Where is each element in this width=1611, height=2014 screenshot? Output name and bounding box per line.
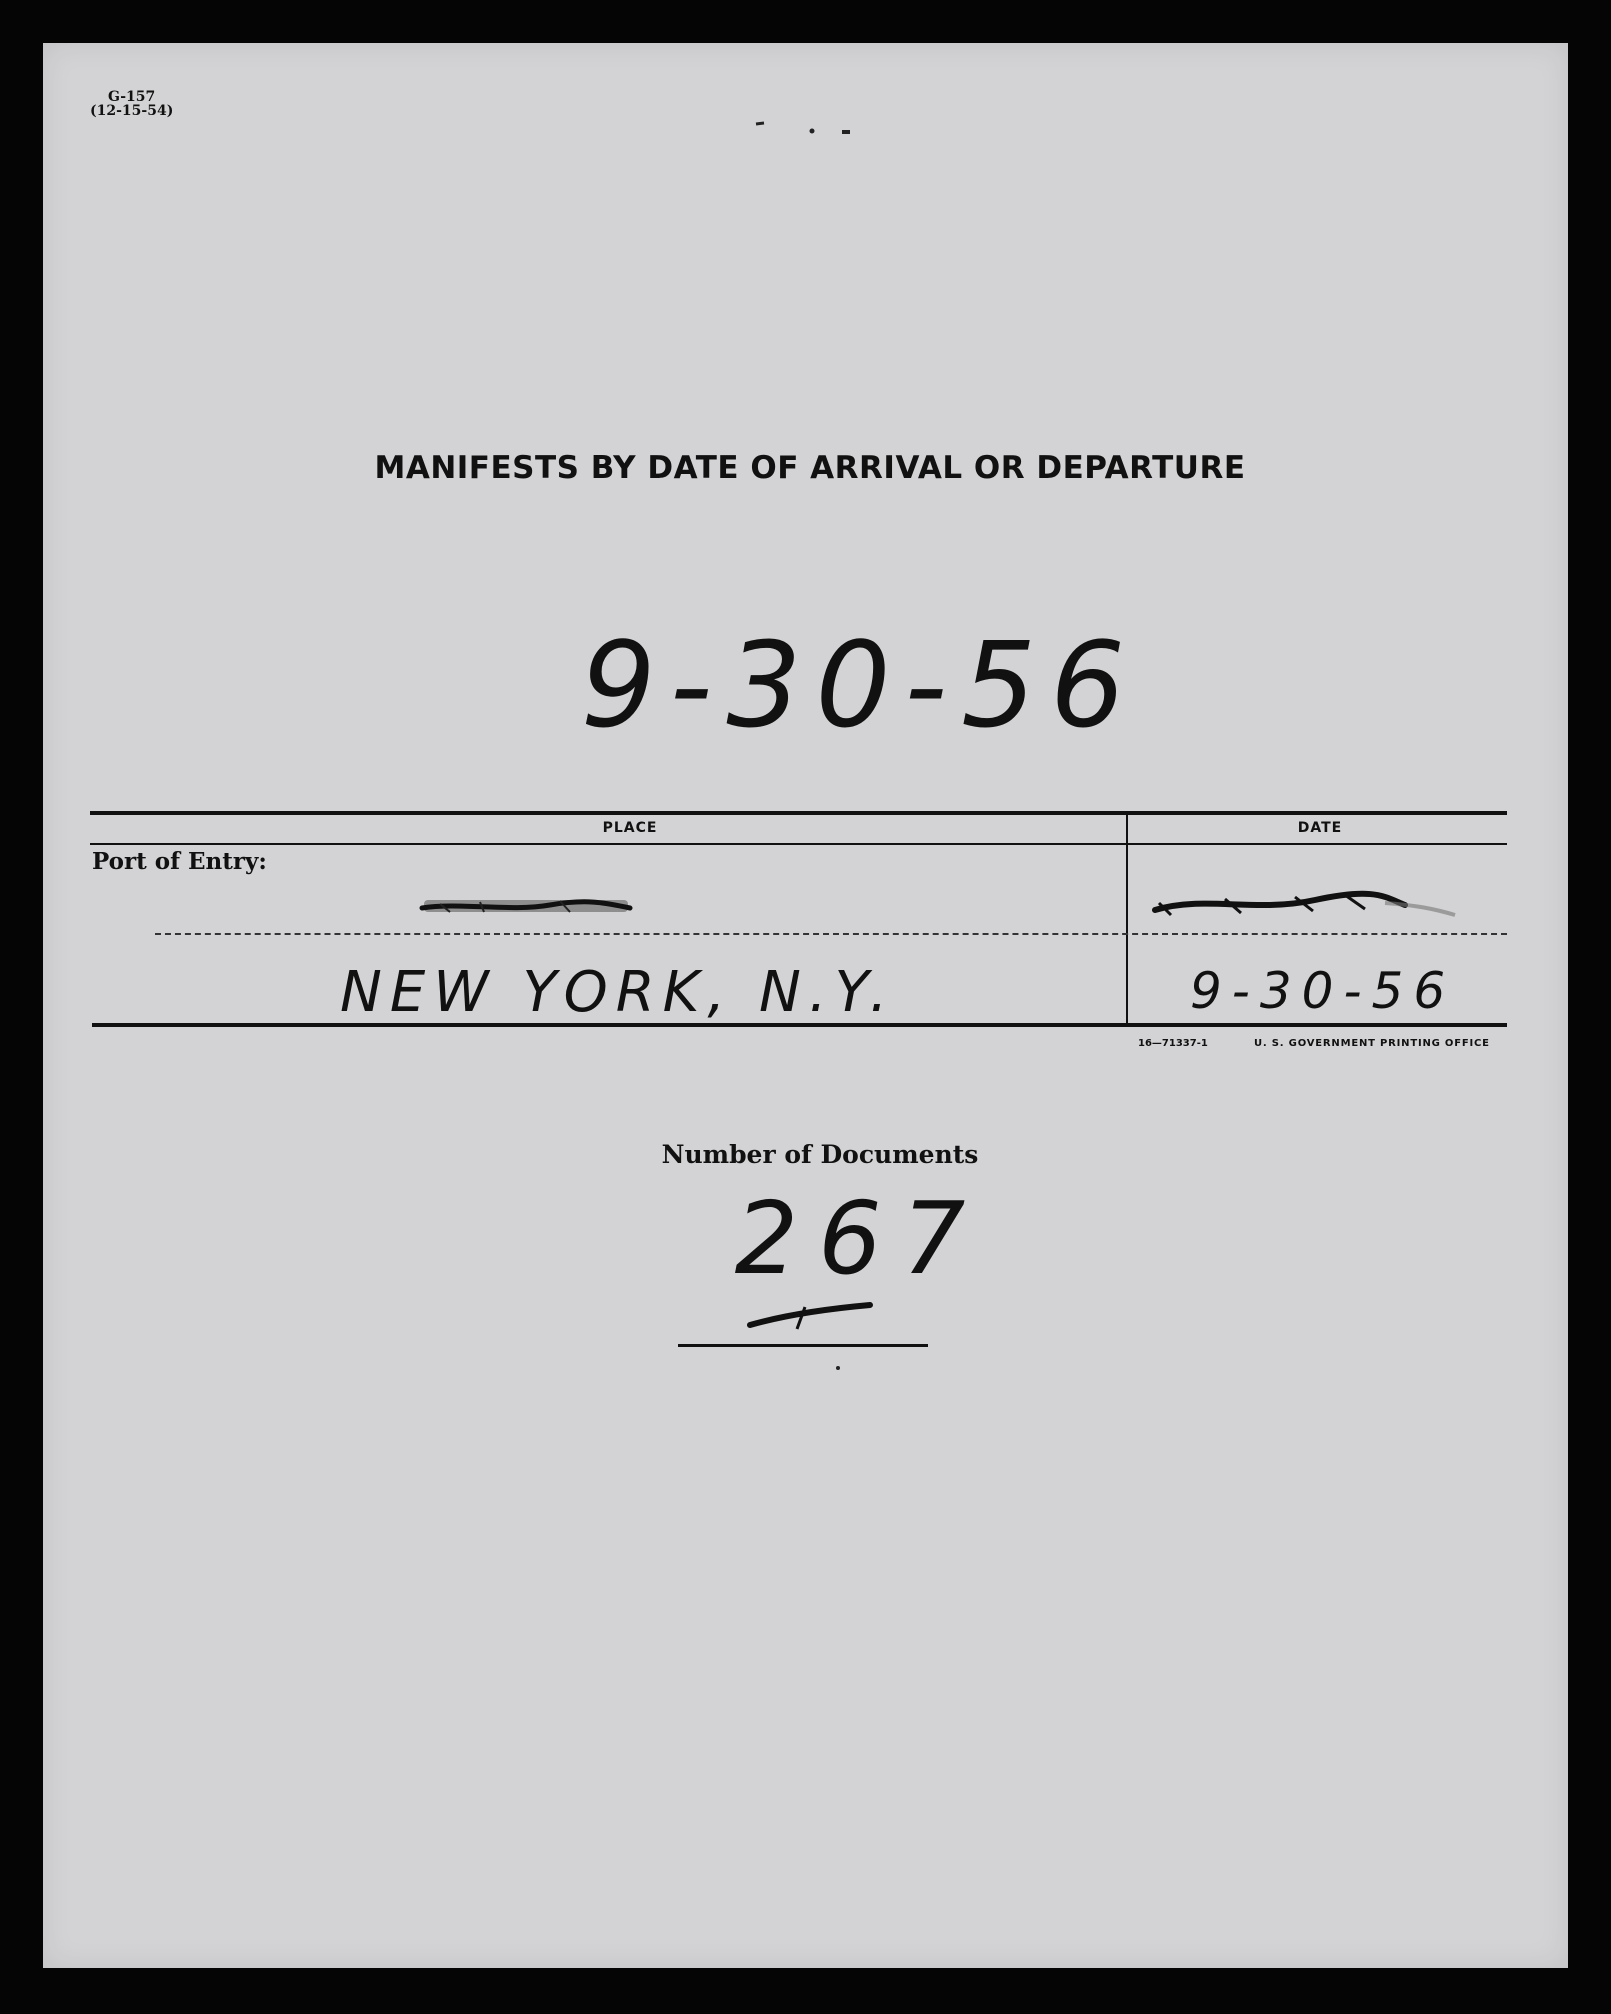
port-date-value: 9-30-56 [1190,962,1456,1020]
date-column-header: DATE [1297,820,1343,836]
form-code-block [90,90,173,118]
handwritten-date: 9-30-56 [580,616,1140,754]
table-dashed-rule [155,933,1507,935]
port-of-entry-label: Port of Entry: [92,848,267,875]
table-column-divider [1126,813,1128,1023]
scan-speck [834,1364,842,1372]
page-title: MANIFESTS BY DATE OF ARRIVAL OR DEPARTURE [374,450,1246,486]
scan-specks [750,118,870,138]
place-column-header: PLACE [602,820,658,836]
table-header-rule [90,843,1507,845]
crossed-out-place [420,892,640,922]
documents-label: Number of Documents [661,1140,979,1169]
form-code: G-157 [108,89,156,105]
port-place-value: NEW YORK, N.Y. [340,960,896,1025]
documents-count: 267 [734,1180,986,1297]
print-code: 16—71337-1 [1138,1038,1208,1049]
count-underline [678,1344,928,1347]
printing-office: U. S. GOVERNMENT PRINTING OFFICE [1254,1038,1490,1049]
form-revision: (12-15-54) [90,103,174,119]
crossed-out-date [1145,885,1465,925]
table-top-rule [90,811,1507,815]
crossed-out-count [745,1295,875,1335]
